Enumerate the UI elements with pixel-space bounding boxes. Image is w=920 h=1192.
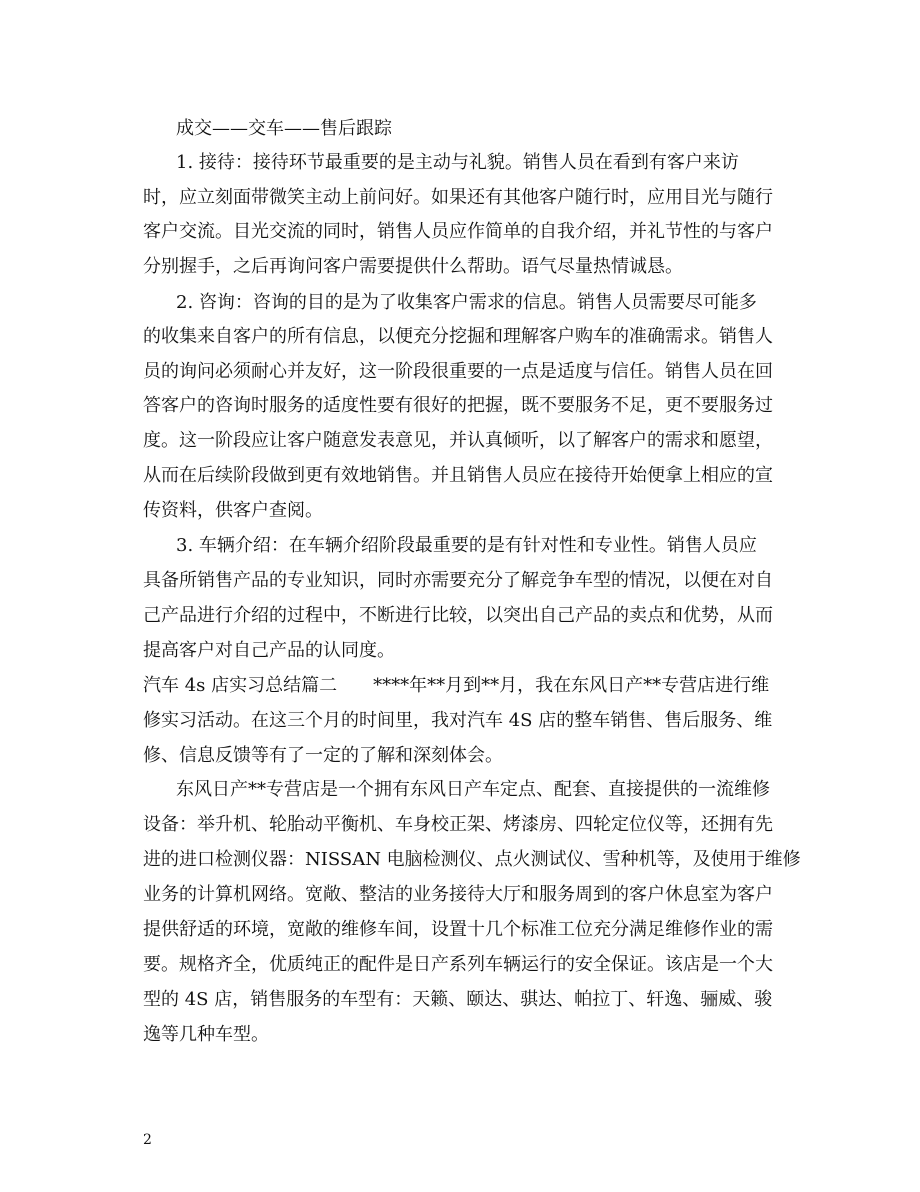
- text-line: 成交——交车——售后跟踪: [176, 118, 392, 139]
- text-line: 汽车 4s 店实习总结篇二 ****年**月到**月，我在东风日产**专营店进行维: [143, 675, 770, 696]
- text-line: 进的进口检测仪器：NISSAN 电脑检测仪、点火测试仪、雪种机等，及使用于维修: [143, 849, 801, 870]
- text-line: 修实习活动。在这三个月的时间里，我对汽车 4S 店的整车销售、售后服务、维: [143, 710, 773, 731]
- text-line: 东风日产**专营店是一个拥有东风日产车定点、配套、直接提供的一流维修: [176, 779, 770, 800]
- text-line: 提高客户对自己产品的认同度。: [143, 640, 395, 661]
- text-line: 提供舒适的环境，宽敞的维修车间，设置十几个标准工位充分满足维修作业的需: [143, 919, 773, 940]
- text-line: 2. 咨询：咨询的目的是为了收集客户需求的信息。销售人员需要尽可能多: [176, 292, 757, 313]
- text-line: 时，应立刻面带微笑主动上前问好。如果还有其他客户随行时，应用目光与随行: [143, 187, 773, 208]
- text-line: 客户交流。目光交流的同时，销售人员应作简单的自我介绍，并礼节性的与客户: [143, 221, 773, 242]
- text-line: 修、信息反馈等有了一定的了解和深刻体会。: [143, 745, 503, 766]
- text-line: 度。这一阶段应让客户随意发表意见，并认真倾听，以了解客户的需求和愿望，: [143, 430, 773, 451]
- text-line: 答客户的咨询时服务的适度性要有很好的把握，既不要服务不足，更不要服务过: [143, 395, 773, 416]
- page-number: 2: [143, 1132, 152, 1148]
- text-line: 1. 接待：接待环节最重要的是主动与礼貌。销售人员在看到有客户来访: [176, 152, 739, 173]
- text-line: 员的询问必须耐心并友好，这一阶段很重要的一点是适度与信任。销售人员在回: [143, 361, 773, 382]
- text-line: 具备所销售产品的专业知识，同时亦需要充分了解竞争车型的情况，以便在对自: [143, 570, 773, 591]
- text-line: 从而在后续阶段做到更有效地销售。并且销售人员应在接待开始便拿上相应的宣: [143, 465, 773, 486]
- text-line: 己产品进行介绍的过程中，不断进行比较，以突出自己产品的卖点和优势，从而: [143, 605, 773, 626]
- text-line: 型的 4S 店，销售服务的车型有：天籁、颐达、骐达、帕拉丁、轩逸、骊威、骏: [143, 989, 773, 1010]
- text-line: 传资料，供客户查阅。: [143, 500, 323, 521]
- text-line: 要。规格齐全，优质纯正的配件是日产系列车辆运行的安全保证。该店是一个大: [143, 954, 773, 975]
- text-line: 设备：举升机、轮胎动平衡机、车身校正架、烤漆房、四轮定位仪等，还拥有先: [143, 814, 773, 835]
- text-line: 逸等几种车型。: [143, 1024, 269, 1045]
- text-line: 的收集来自客户的所有信息，以便充分挖掘和理解客户购车的准确需求。销售人: [143, 326, 773, 347]
- text-line: 业务的计算机网络。宽敞、整洁的业务接待大厅和服务周到的客户休息室为客户: [143, 884, 773, 905]
- text-line: 3. 车辆介绍：在车辆介绍阶段最重要的是有针对性和专业性。销售人员应: [176, 535, 757, 556]
- text-line: 分别握手，之后再询问客户需要提供什么帮助。语气尽量热情诚恳。: [143, 256, 683, 277]
